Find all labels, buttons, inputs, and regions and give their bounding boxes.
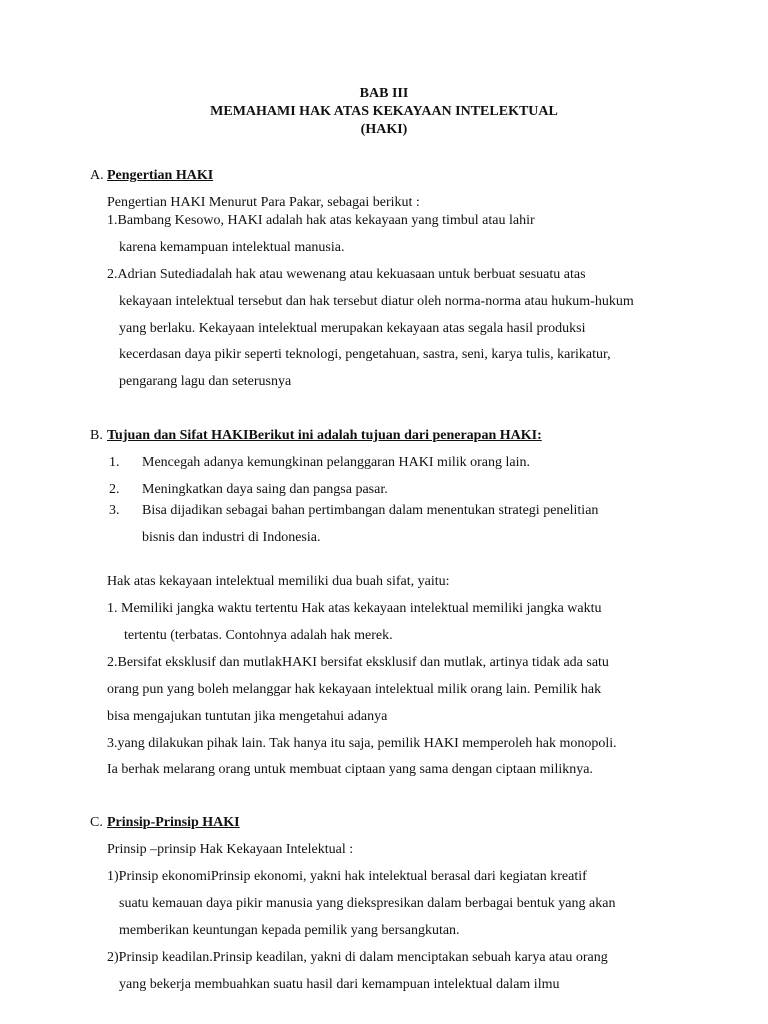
prinsip-1-line-3: memberikan keuntungan kepada pemilik yang bersangkutan. bbox=[119, 923, 460, 938]
chapter-label: BAB III bbox=[359, 86, 409, 101]
list-item-text: Meningkatkan daya saing dan pangsa pasar. bbox=[142, 482, 388, 497]
section-c-intro: Prinsip –prinsip Hak Kekayaan Intelektual : bbox=[107, 842, 354, 857]
sifat-3-line-1: 3.yang dilakukan pihak lain. Tak hanya itu saja, pemilik HAKI memperoleh hak monopoli. bbox=[107, 736, 617, 751]
section-a-heading: Pengertian HAKI bbox=[107, 168, 214, 183]
section-b-heading: Tujuan dan Sifat HAKIBerikut ini adalah tujuan dari penerapan HAKI: bbox=[107, 428, 542, 443]
section-a-marker: A. bbox=[90, 168, 104, 183]
list-item-text: Bisa dijadikan sebagai bahan pertimbangan dalam menentukan strategi penelitian bbox=[142, 503, 599, 518]
list-item-number: 1. bbox=[109, 455, 120, 470]
sifat-3-line-2: Ia berhak melarang orang untuk membuat ciptaan yang sama dengan ciptaan miliknya. bbox=[107, 762, 593, 777]
list-item-text: Mencegah adanya kemungkinan pelanggaran HAKI milik orang lain. bbox=[142, 455, 530, 470]
section-b-marker: B. bbox=[90, 428, 103, 443]
section-c-heading: Prinsip-Prinsip HAKI bbox=[107, 815, 240, 830]
section-a-item-1-line-2: karena kemampuan intelektual manusia. bbox=[119, 240, 345, 255]
section-a-item-2-line-2: kekayaan intelektual tersebut dan hak tersebut diatur oleh norma-norma atau hukum-hukum bbox=[119, 294, 634, 309]
prinsip-1-line-2: suatu kemauan daya pikir manusia yang diekspresikan dalam berbagai bentuk yang akan bbox=[119, 896, 616, 911]
sifat-2-line-2: orang pun yang boleh melanggar hak kekayaan intelektual milik orang lain. Pemilik hak bbox=[107, 682, 602, 697]
sifat-2-line-3: bisa mengajukan tuntutan jika mengetahui adanya bbox=[107, 709, 388, 724]
section-a-item-2-line-5: pengarang lagu dan seterusnya bbox=[119, 374, 292, 389]
chapter-subtitle: (HAKI) bbox=[360, 122, 408, 137]
sifat-intro: Hak atas kekayaan intelektual memiliki dua buah sifat, yaitu: bbox=[107, 574, 450, 589]
section-c-marker: C. bbox=[90, 815, 103, 830]
section-a-intro: Pengertian HAKI Menurut Para Pakar, sebagai berikut : bbox=[107, 195, 420, 210]
section-a-item-2-line-3: yang berlaku. Kekayaan intelektual merupakan kekayaan atas segala hasil produksi bbox=[119, 321, 586, 336]
sifat-2-line-1: 2.Bersifat eksklusif dan mutlakHAKI bersifat eksklusif dan mutlak, artinya tidak ada satu bbox=[107, 655, 609, 670]
section-a-item-2-line-1: 2.Adrian Sutediadalah hak atau wewenang atau kekuasaan untuk berbuat sesuatu atas bbox=[107, 267, 586, 282]
prinsip-1-line-1: 1)Prinsip ekonomiPrinsip ekonomi, yakni hak intelektual berasal dari kegiatan kreatif bbox=[107, 869, 587, 884]
list-item-number: 2. bbox=[109, 482, 120, 497]
sifat-1-line-1: 1. Memiliki jangka waktu tertentu Hak atas kekayaan intelektual memiliki jangka waktu bbox=[107, 601, 602, 616]
section-a-item-1-line-1: 1.Bambang Kesowo, HAKI adalah hak atas kekayaan yang timbul atau lahir bbox=[107, 213, 535, 228]
chapter-title: MEMAHAMI HAK ATAS KEKAYAAN INTELEKTUAL bbox=[210, 104, 558, 119]
sifat-1-line-2: tertentu (terbatas. Contohnya adalah hak merek. bbox=[124, 628, 393, 643]
prinsip-2-line-2: yang bekerja membuahkan suatu hasil dari kemampuan intelektual dalam ilmu bbox=[119, 977, 560, 992]
list-item-text-continued: bisnis dan industri di Indonesia. bbox=[142, 530, 321, 545]
prinsip-2-line-1: 2)Prinsip keadilan.Prinsip keadilan, yakni di dalam menciptakan sebuah karya atau orang bbox=[107, 950, 608, 965]
section-a-item-2-line-4: kecerdasan daya pikir seperti teknologi, pengetahuan, sastra, seni, karya tulis, karikatur, bbox=[119, 347, 611, 362]
list-item-number: 3. bbox=[109, 503, 120, 518]
